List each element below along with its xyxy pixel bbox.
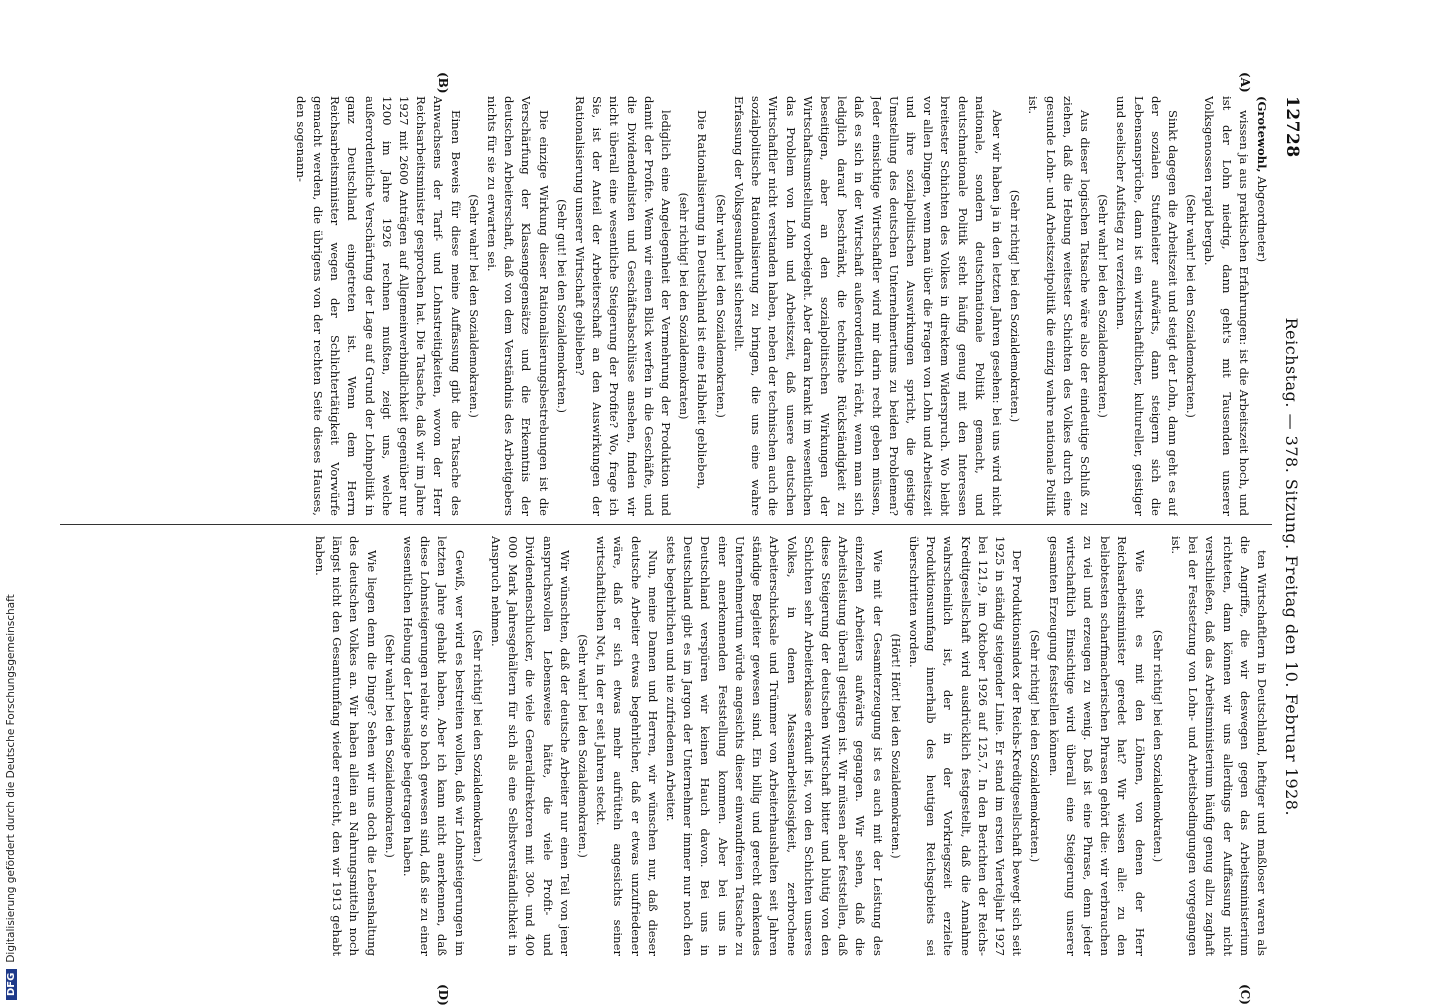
paragraph: Aber wir haben ja in den letzten Jahren gesehen: bei uns wird nicht nationale, sondern deutschnationale Politik gemacht, und deutschnationale Politik steht häufig genug mit den Interessen breitester Schichten des Volkes in direktem Widerspruch. Wo bleibt vor allen Dingen, wenn man über die Fragen von Lohn und Arbeitszeit und ihre sozialpolitischen Auswirkungen spricht, die geistige Umstellung des deutschen Unternehmertums zu beiden Problemen? Jeder einsichtige Wirtschaftler wird mir darin recht geben müssen, daß es sich in der Wirtschaft außerordentlich rächt, wenn man sich lediglich darauf beschränkt, die technische Rückständigkeit zu beseitigen, aber an den sozialpolitischen Wirkungen der Wirtschaftsumstellung vorbeigeht. Aber daran krankt im wesentlichen das Problem von Lohn und Arbeitszeit, daß unsere deutschen Wirtschaftler nicht verstanden haben, neben der technischen auch die sozialpolitische Rationalisierung zu bringen, die uns eine wahre Erfassung der Volksgesundheit sicherstellt.: [731, 96, 1004, 516]
interjection: (Sehr gut! bei den Sozialdemokraten.): [554, 199, 568, 413]
page-footer: [0, 10, 22, 1000]
paragraph: Die einzige Wirkung dieser Rationalisierungsbestrebungen ist die Verschärfung der Klassengegensätze und die Erkenntnis der deutschen Arbeiterschaft, daß von dem Verständnis des Arbeitgebers nichts für sie zu erwarten sei.: [485, 96, 551, 516]
paragraph: Gewiß, wer wird es bestreiten wollen, daß wir Lohnsteigerungen im letzten Jahre gehabt haben. Aber ich kann nicht anerkennen, daß diese Lohnsteigerungen relativ so hoch gewesen sind, daß sie zu einer wesentlichen Hebung der Lebenslage beigetragen haben.: [401, 536, 467, 956]
interjection: (Hört! Hört! bei den Sozialdemokraten.): [888, 633, 902, 859]
left-column: [60, 96, 1270, 516]
dfg-logo: DFG: [6, 969, 17, 1000]
margin-marker-d: (D): [436, 984, 450, 1006]
paragraph: Einen Beweis für diese meine Auffassung gibt die Tatsache des Anwachsens der Tarif- und Lohnstreitigkeiten, wovon der Herr Reichsarbeitsminister gesprochen hat. Die Tatsache, daß wir im Jahre 1927 mit 2600 Anträgen auf Allgemeinverbindlichkeit gegenüber nur 1200 im Jahre 1926 rechnen mußten, zeigt uns, welche außerordentliche Verschärfung der Lage auf Grund der Lohnpolitik in ganz Deutschland eingetreten ist. Wenn dem Herrn Reichsarbeitsminister wegen der Schlichtertätigkeit Vorwürfe gemacht werden, die übrigens von der rechten Seite dieses Hauses, den sogenann-: [293, 96, 463, 516]
paragraph: Wir wünschten, daß der deutsche Arbeiter nur einen Teil von jener anspruchsvollen Lebensweise hätte, die viele Profit- und Dividendenschlucker, die viele Generaldirektoren mit 300- und 400 000 Mark Jahresgehältern für sich als eine Selbstverständlichkeit in Anspruch nehmen.: [489, 536, 572, 956]
interjection: (Sehr richtig! bei den Sozialdemokraten.): [1028, 629, 1042, 863]
column-divider: [60, 524, 1272, 525]
paragraph: Sinkt dagegen die Arbeitszeit und steigt der Lohn, dann geht es auf der sozialen Stufenleiter aufwärts, dann steigern sich die Lebensansprüche, dann ist ein wirtschaftlicher, kultureller, geistiger und seelischer Aufstieg zu verzeichnen.: [1114, 96, 1180, 516]
paragraph: Wie liegen denn die Dinge? Sehen wir uns doch die Lebenshaltung des deutschen Volkes an. Wir haben allein an Nahrungsmitteln noch längst nicht den Gesamtumfang wieder erreicht, den wir 1913 gehabt haben.: [313, 536, 379, 956]
interjection: (Sehr wahr! bei den Sozialdemokraten.): [713, 194, 727, 418]
interjection: (Sehr richtig! bei den Sozialdemokraten.): [1150, 629, 1164, 863]
interjection: (Sehr wahr! bei den Sozialdemokraten.): [466, 194, 480, 418]
paragraph: Wie mit der Gesamterzeugung ist es auch mit der Leistung des einzelnen Arbeiters aufwärts gegangen. Wir sehen, daß die Arbeitsleistung überall gestiegen ist. Wir müssen aber feststellen, daß diese Steigerung der deutschen Wirtschaft bitter und blutig von den Schichten sehr Arbeiterklasse erkauft ist, von den Schichten unseres Volkes, in denen Massenarbeitslosigkeit, zerbrochene Arbeiterschicksale und Trümmer von Arbeiterhaushalten seit Jahren ständige Begleiter gewesen sind. Ein billig und gerecht denkendes Unternehmertum würde angesichts dieser einwandfreien Tatsache zu einer anerkennenden Feststellung kommen. Aber bei uns in Deutschland verspüren wir keinen Hauch davon. Bei uns in Deutschland gibt es im Jargon der Unternehmer immer nur noch den stets begehrlichen und nie zufriedenen Arbeiter.: [664, 536, 885, 956]
interjection: (Sehr wahr! bei den Sozialdemokraten.): [382, 634, 396, 858]
paragraph: Nun, meine Damen und Herren, wir wünschen nur, daß dieser deutsche Arbeiter etwas begehrlicher, daß er etwas unzufriedener wäre, daß er sich etwas mehr aufrütteln angesichts seiner wirtschaftlichen Not, in der er seit Jahren steckt.: [594, 536, 660, 956]
interjection: (Sehr wahr! bei den Sozialdemokraten.): [1184, 194, 1198, 418]
page-header: [1274, 96, 1310, 976]
margin-marker-c: (C): [1238, 984, 1252, 1005]
right-column: [60, 536, 1270, 956]
page-number: 12728: [1282, 96, 1302, 158]
interjection: (Sehr wahr! bei den Sozialdemokraten.): [576, 634, 590, 858]
document-page: [40, 0, 1330, 1006]
interjection: (Sehr richtig! bei den Sozialdemokraten.): [470, 629, 484, 863]
paragraph: Der Produktionsindex der Reichs-Kreditgesellschaft bewegt sich seit 1925 in ständig steigender Linie. Er stand im ersten Vierteljahr 1927 bei 121,9, im Oktober 1926 auf 125,7. In den Berichten der Reichs-Kreditgesellschaft wird ausdrücklich festgestellt, daß die Annahme wahrscheinlich ist, der in der Vorkriegszeit erzielte Produktionsumfang innerhalb des heutigen Reichsgebiets sei überschritten worden.: [906, 536, 1025, 956]
speaker-line: [1253, 96, 1270, 516]
footer-text: Digitalisierung gefördert durch die Deutsche Forschungsgemeinschaft: [5, 594, 17, 963]
interjection: (Sehr wahr! bei den Sozialdemokraten.): [1096, 194, 1110, 418]
speaker-name: (Grotewohl,: [1255, 96, 1269, 173]
paragraph: wissen ja aus praktischen Erfahrungen: ist die Arbeitszeit hoch, und ist der Lohn niedrig, dann geht's mit Tausenden unserer Volksgenossen rapid bergab.: [1202, 96, 1251, 516]
paragraph: Wie steht es mit den Löhnen, von denen der Herr Reichsarbeitsminister geredet hat? Wir wissen alle: zu den beliebtesten scharfmacherischen Phrasen gehört die: wir verbrauchen zu viel und erzeugen zu wenig. Daß ist eine Phrase, denn jeder wirtschaftlich Einsichtige wird überall eine Steigerung unserer gesamten Erzeugung feststellen können.: [1046, 536, 1147, 956]
margin-marker-b: (B): [436, 72, 450, 94]
paragraph: ten Wirtschaftlern in Deutschland, heftiger und maßloser waren als die Angriffe, die wir deswegen gegen das Arbeitsministerium richteten, dann können wir uns allerdings der Auffassung nicht verschließen, daß das Arbeitsministerium häufig genug allzu zaghaft bei der Festsetzung von Lohn- und Arbeitsbedingungen vorgegangen ist.: [1168, 536, 1269, 956]
paragraph: Die Rationalisierung in Deutschland ist eine Halbheit geblieben,: [695, 110, 710, 490]
interjection: (Sehr richtig! bei den Sozialdemokraten.): [1008, 189, 1022, 423]
margin-marker-a: (A): [1238, 72, 1252, 93]
speaker-role: Abgeordneter): [1255, 172, 1269, 263]
interjection: (sehr richtig! bei den Sozialdemokraten): [677, 192, 691, 420]
paragraph: lediglich eine Angelegenheit der Vermehrung der Produktion und damit der Profite. Wenn wir einen Blick werfen in die Geschäfte, und die Dividendenlisten und Geschäftsabschlüsse ansehen, finden wir nicht überall eine wesentliche Steigerung der Profite? Wo, frage ich Sie, ist der Anteil der Arbeiterschaft an den Auswirkungen der Rationalisierung unserer Wirtschaft geblieben?: [573, 96, 674, 516]
paragraph: Aus dieser logischen Tatsache wäre also der eindeutige Schluß zu ziehen, daß die Hebung weitester Schichten des Volkes durch eine gesunde Lohn- und Arbeitszeitpolitik die einzig wahre nationale Politik ist.: [1026, 96, 1092, 516]
page-title: Reichstag. — 378. Sitzung. Freitag den 10. Februar 1928.: [1282, 317, 1302, 817]
